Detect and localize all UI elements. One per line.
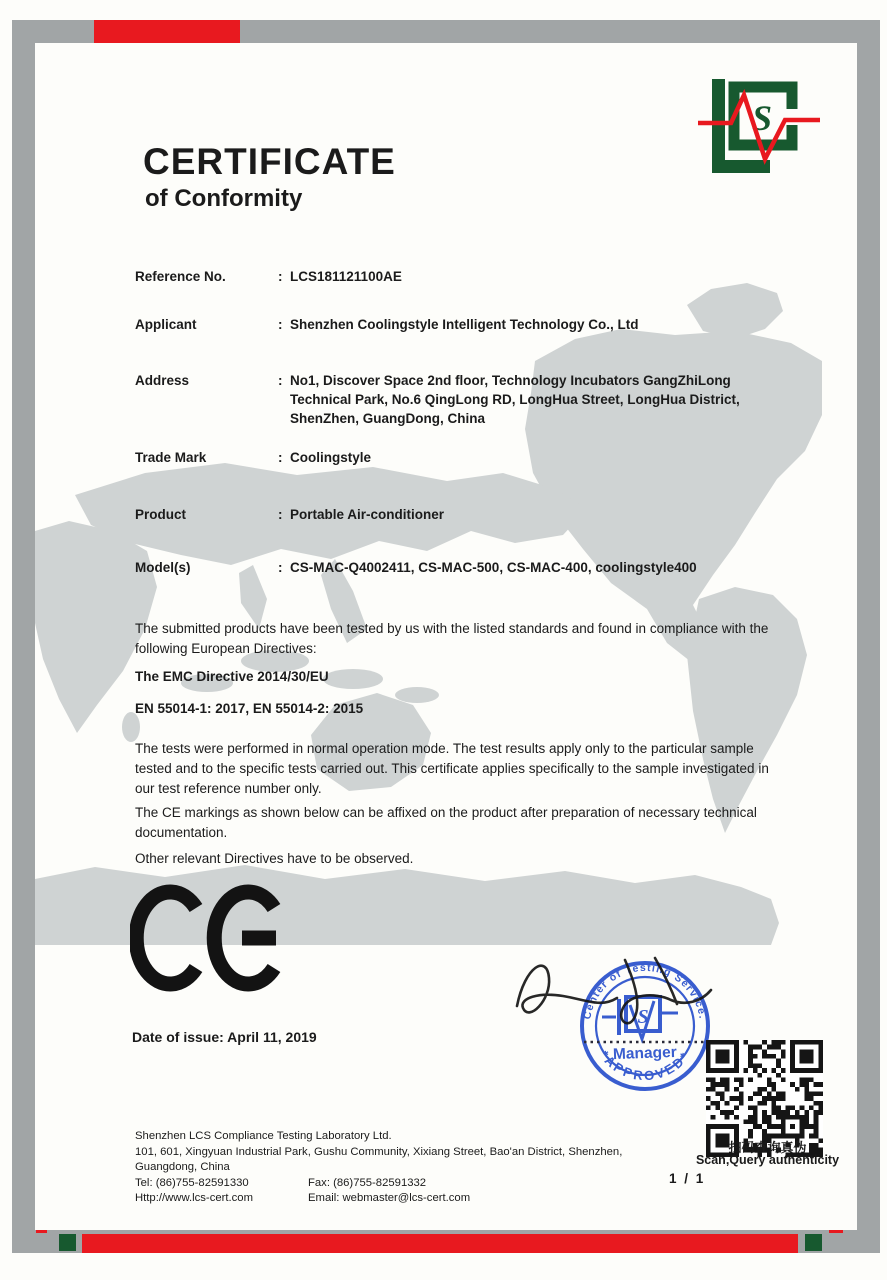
frame-left <box>12 20 35 1253</box>
issuer-address-line1: 101, 601, Xingyuan Industrial Park, Gushu Community, Xixiang Street, Bao'an District, Shenzhen, <box>135 1145 623 1158</box>
stamp-logo-letter: S <box>637 1006 649 1028</box>
field-label: Product <box>135 507 187 522</box>
issuer-fax: Fax: (86)755-82591332 <box>308 1176 427 1189</box>
deco-square-green-left <box>59 1234 76 1251</box>
field-label: Applicant <box>135 317 197 332</box>
field-colon: : <box>278 560 283 575</box>
qr-caption-en: Scan,Query authenticity <box>695 1153 840 1167</box>
field-colon: : <box>278 450 283 465</box>
field-row-models <box>135 558 782 577</box>
date-of-issue: Date of issue: April 11, 2019 <box>132 1029 317 1045</box>
frame-right <box>857 20 880 1253</box>
statement-other: Other relevant Directives have to be observed. <box>135 850 414 866</box>
field-value: Portable Air-conditioner <box>290 507 445 522</box>
field-value: Coolingstyle <box>290 450 372 465</box>
issuer-footer <box>135 1129 695 1207</box>
field-label: Model(s) <box>135 560 191 575</box>
qr-caption-cn: 扫码查询真伪 <box>728 1140 807 1155</box>
field-row-product <box>135 505 782 524</box>
logo-letter: S <box>751 98 773 138</box>
page-number: 1 / 1 <box>669 1171 706 1186</box>
stamp-role: Manager <box>612 1043 677 1064</box>
field-value: Shenzhen Coolingstyle Intelligent Technology Co., Ltd <box>290 317 639 332</box>
field-colon: : <box>278 507 283 522</box>
field-row-reference <box>135 267 782 286</box>
deco-square-green-right <box>805 1234 822 1251</box>
field-colon: : <box>278 269 283 284</box>
field-colon: : <box>278 317 283 332</box>
stamp-top-text: Center of Testing Service. <box>581 961 709 1021</box>
certificate-subtitle: of Conformity <box>145 185 303 212</box>
top-accent-bar <box>94 20 240 43</box>
statement-standards: EN 55014-1: 2017, EN 55014-2: 2015 <box>135 700 364 716</box>
field-label: Address <box>135 373 190 388</box>
issuer-address-line2: Guangdong, China <box>135 1161 230 1173</box>
lcs-logo <box>698 73 823 181</box>
field-label: Trade Mark <box>135 450 207 465</box>
issuer-web: Http://www.lcs-cert.com <box>135 1192 254 1204</box>
ce-mark <box>130 881 320 995</box>
field-label: Reference No. <box>135 269 226 284</box>
field-value: No1, Discover Space 2nd floor, Technology Incubators GangZhiLong Technical Park, No.6 QingLong RD, LongHua Street, LongHua District, ShenZhen, GuangDong, China <box>290 373 740 426</box>
bottom-accent-bar <box>82 1234 798 1253</box>
statement-ce-affix: The CE markings as shown below can be affixed on the product after preparation of necessary technical documentation. <box>135 804 757 840</box>
certificate-page <box>35 43 857 1230</box>
field-value: CS-MAC-Q4002411, CS-MAC-500, CS-MAC-400, coolingstyle400 <box>290 560 697 575</box>
field-value: LCS181121100AE <box>290 269 402 284</box>
statement-directive: The EMC Directive 2014/30/EU <box>135 668 329 684</box>
field-colon: : <box>278 373 283 388</box>
issuer-company: Shenzhen LCS Compliance Testing Laboratory Ltd. <box>135 1130 392 1142</box>
field-row-trademark <box>135 448 782 467</box>
field-row-address <box>135 371 782 428</box>
certificate-title: CERTIFICATE <box>143 141 396 182</box>
stamp-bottom-text: *APPROVED* <box>596 1047 694 1084</box>
statement-intro: The submitted products have been tested by us with the listed standards and found in compliance with the following European Directives: <box>135 620 769 656</box>
field-row-applicant <box>135 315 782 334</box>
issuer-email: Email: webmaster@lcs-cert.com <box>308 1192 471 1204</box>
signature <box>505 948 735 1043</box>
statement-test-scope: The tests were performed in normal operation mode. The test results apply only to the particular sample tested and to the specific tests carried out. This certificate applies specifically to the sample investigated in our test reference number only. <box>135 740 769 796</box>
issuer-tel: Tel: (86)755-82591330 <box>135 1176 249 1189</box>
